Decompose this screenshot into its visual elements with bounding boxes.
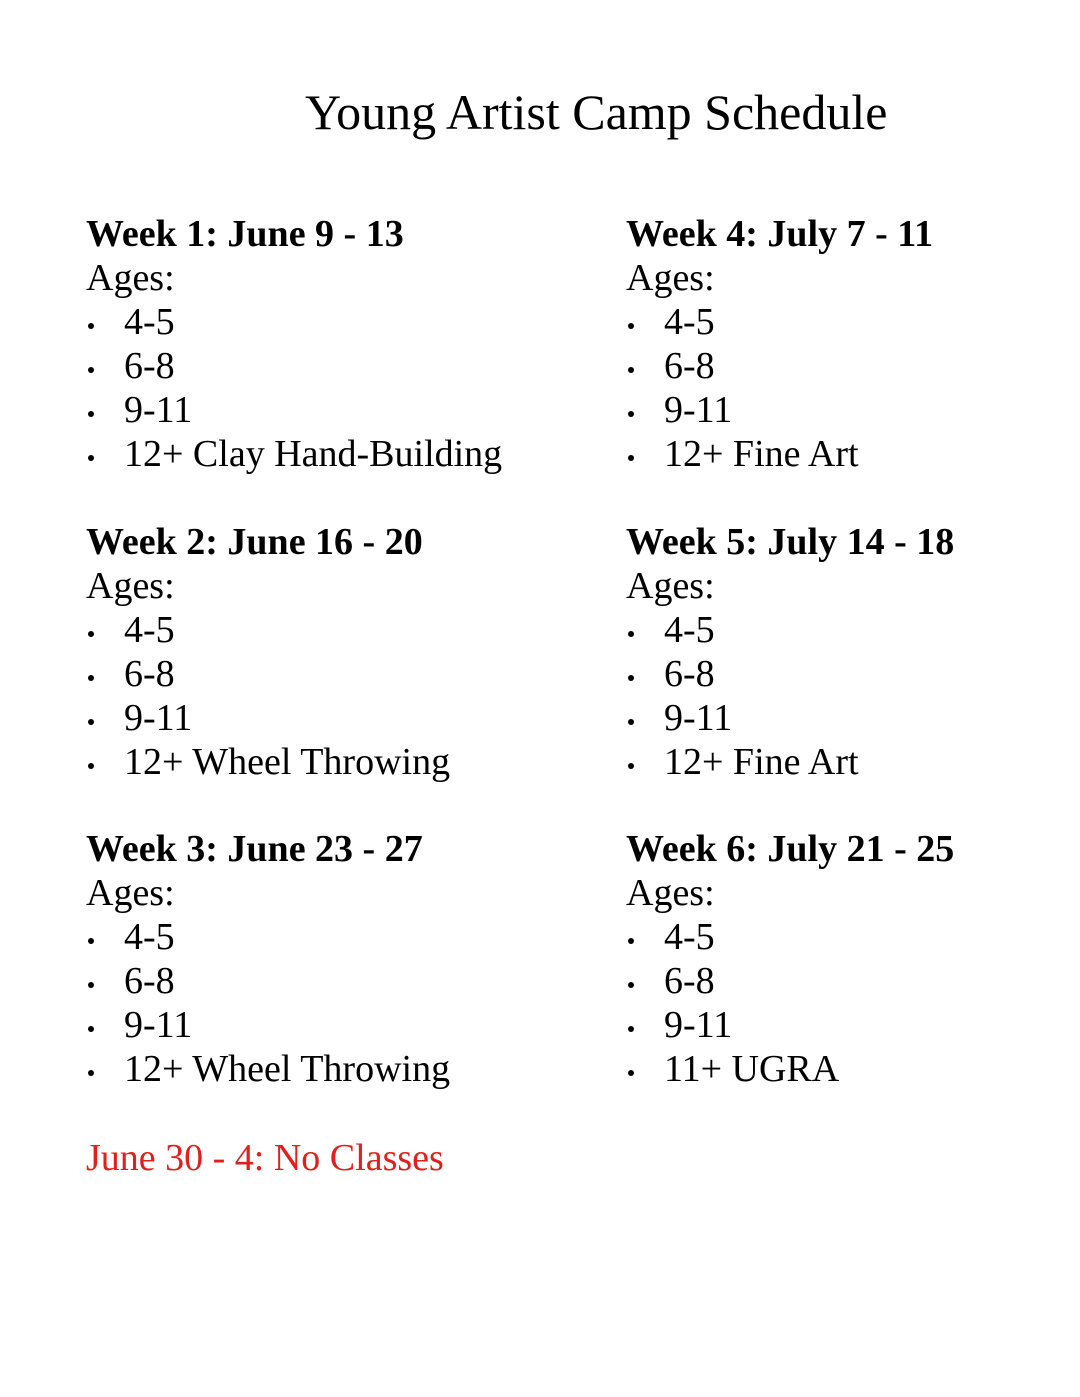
list-item: 6-8	[86, 344, 566, 388]
week-heading: Week 1: June 9 - 13	[86, 213, 404, 255]
ages-label: Ages:	[626, 257, 715, 299]
age-list	[626, 608, 1066, 784]
age-list	[626, 300, 1066, 476]
list-item: 9-11	[86, 388, 566, 432]
list-item: 9-11	[626, 388, 1066, 432]
week-heading: Week 5: July 14 - 18	[626, 521, 955, 563]
ages-label: Ages:	[86, 257, 175, 299]
age-list	[86, 300, 566, 476]
week-2-block	[86, 520, 566, 784]
ages-label: Ages:	[86, 565, 175, 607]
ages-label: Ages:	[626, 565, 715, 607]
ages-label: Ages:	[86, 872, 175, 914]
week-4-block	[626, 212, 1066, 476]
list-item: 9-11	[626, 696, 1066, 740]
list-item: 11+ UGRA	[626, 1047, 1066, 1091]
list-item: 12+ Clay Hand-Building	[86, 432, 566, 476]
list-item: 4-5	[626, 300, 1066, 344]
list-item: 4-5	[86, 915, 566, 959]
list-item: 4-5	[86, 608, 566, 652]
list-item: 12+ Fine Art	[626, 740, 1066, 784]
week-1-block	[86, 212, 566, 476]
ages-label: Ages:	[626, 872, 715, 914]
list-item: 12+ Wheel Throwing	[86, 740, 566, 784]
list-item: 9-11	[626, 1003, 1066, 1047]
list-item: 4-5	[626, 915, 1066, 959]
week-heading: Week 3: June 23 - 27	[86, 828, 423, 870]
week-6-block	[626, 827, 1066, 1091]
week-5-block	[626, 520, 1066, 784]
week-heading: Week 2: June 16 - 20	[86, 521, 423, 563]
no-classes-notice: June 30 - 4: No Classes	[86, 1137, 444, 1179]
list-item: 6-8	[86, 959, 566, 1003]
list-item: 4-5	[86, 300, 566, 344]
list-item: 6-8	[626, 959, 1066, 1003]
age-list	[86, 608, 566, 784]
list-item: 12+ Fine Art	[626, 432, 1066, 476]
list-item: 9-11	[86, 1003, 566, 1047]
week-heading: Week 4: July 7 - 11	[626, 213, 934, 255]
age-list	[86, 915, 566, 1091]
list-item: 4-5	[626, 608, 1066, 652]
age-list	[626, 915, 1066, 1091]
list-item: 6-8	[86, 652, 566, 696]
list-item: 6-8	[626, 652, 1066, 696]
list-item: 12+ Wheel Throwing	[86, 1047, 566, 1091]
page-title: Young Artist Camp Schedule	[305, 84, 888, 140]
week-heading: Week 6: July 21 - 25	[626, 828, 955, 870]
week-3-block	[86, 827, 566, 1091]
list-item: 6-8	[626, 344, 1066, 388]
list-item: 9-11	[86, 696, 566, 740]
